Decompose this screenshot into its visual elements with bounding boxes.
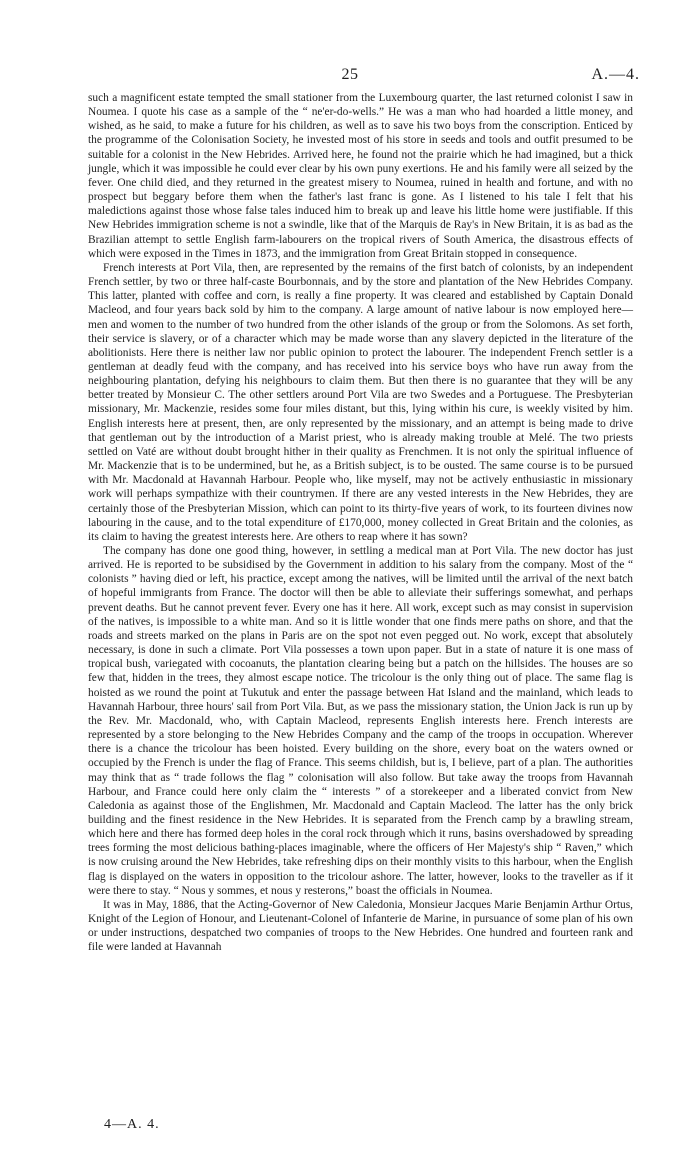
paragraph-continuation: such a magnificent estate tempted the small stationer from the Luxembourg quarter, the last returned colonist I saw in Noumea. I quote his case as a sample of the “ ne'er-do-wells.” He was a man who had hoarded a little money, and wished, as he said, to make a future for his children, as well as to save his two boys from the conscription. Enticed by the programme of the Colonisation Society, he invested most of his store in seeds and tools and outfit presumed to be suitable for a colonist in the New Hebrides. Arrived here, he found not the prairie which he had imagined, but a thick jungle, which it was impossible he could ever clear by his own puny exertions. He and his family were all seized by the fever. One child died, and they returned in the greatest misery to Noumea, ruined in health and fortune, and with no prospect but beggary before them when the father's last franc is gone. As I listened to his tale I felt that his maledictions against those whose false tales induced him to break up and leave his little home were justifiable. If this New Hebrides immigration scheme is not a swindle, like that of the Marquis de Ray's in New Britain, it is as bad as the Brazilian attempt to settle English farm-labourers on the tropical rivers of South America, the disastrous effects of which were exposed in the Times in 1873, and the immigration from Great Britain stopped in consequence. (88, 92, 633, 260)
paragraph-medical-man: The company has done one good thing, however, in settling a medical man at Port Vila. The new doctor has just arrived. He is reported to be subsidised by the Government in addition to his salary from the company. Most of the “ colonists ” having died or left, his practice, except among the natives, will be limited until the arrival of the next batch of hopeful immigrants from France. The doctor will then be able to alleviate their sufferings somewhat, and perhaps prevent deaths. But he cannot prevent fever. Every one has it here. All work, except such as may consist in supervision of the natives, is impossible to a white man. And so it is little wonder that one finds mere paths on shore, and that the roads and streets marked on the plans in Paris are on the spot not even pegged out. No work, except that absolutely necessary, is done in such a climate. Port Vila possesses a town upon paper. But in a state of nature it is one mass of tropical bush, variegated with cocoanuts, the plantation clearing being but a patch on the hillsides. The houses are so few that, hidden in the trees, they almost escape notice. The tricolour is the only thing out of place. The same flag is hoisted as we round the point at Tukutuk and enter the passage between Hat Island and the mainland, which leads to Havannah Harbour, three hours' sail from Port Vila. But, as we pass the missionary station, the Union Jack is run up by the Rev. Mr. Macdonald, who, with Captain Macleod, represents English interests here. French interests are represented by a store belonging to the New Hebrides Company and the camp of the troops in occupation. Wherever there is a chance the tricolour has been hoisted. Every building on the shore, every boat on the waters owned or occupied by the French is under the flag of France. This seems childish, but is, I believe, part of a plan. The authorities may think that as “ trade follows the flag ” colonisation will also follow. But take away the troops from Havannah Harbour, and France could here only claim the “ interests ” of a storekeeper and a liberated convict from New Caledonia as against those of the Englishmen, Mr. Macdonald and Captain Macleod. The latter has the only brick building and the finest residence in the New Hebrides. It is separated from the French camp by a brawling stream, which here and there has formed deep holes in the coral rock through which it runs, basins overshadowed by spreading trees forming the most delicious bathing-places imaginable, where the officers of Her Majesty's ship “ Raven,” which is now cruising around the New Hebrides, take refreshing dips on their monthly visits to this harbour, when the English flag is displayed on the waters in opposition to the tricolour ashore. The latter, however, looks to the traveller as if it were there to stay. “ Nous y sommes, et nous y resterons,” boast the officials in Noumea. (88, 545, 633, 897)
paragraph-french-interests: French interests at Port Vila, then, are represented by the remains of the first batch of colonists, by an independent French settler, by two or three half-caste Bourbonnais, and by the store and plantation of the New Hebrides Company. This latter, planted with coffee and corn, is really a fine property. It was cleared and established by Captain Donald Macleod, and four years back sold by him to the company. A large amount of native labour is now employed here—men and women to the number of two hundred from the other islands of the group or from the Solomons. As set forth, their service is slavery, or of a character which may be made worse than any slavery depicted in the literature of the abolitionists. Here there is neither law nor public opinion to protect the labourer. The independent French settler is a gentleman at deadly feud with the company, and has received into his service boys who have run away from the neighbouring plantation, defying his neighbours to claim them. But then there is no guarantee that they will be any better treated by Monsieur C. The other settlers around Port Vila are two Swedes and a Portuguese. The Presbyterian missionary, Mr. Mackenzie, resides some four miles distant, but this, lying within his cure, is weekly visited by him. English interests here at present, then, are only represented by the missionary, and an attempt is being made to drive that gentleman out by the introduction of a Marist priest, who is already making trouble at Melé. The two priests settled on Vaté are without doubt brought hither in their quality as Frenchmen. It is not only the spiritual influence of Mr. Mackenzie that is to be undermined, but he, as a British subject, is to be ousted. The same course is to be pursued with Mr. Macdonald at Havannah Harbour. People who, like myself, may not be actively enthusiastic in missionary work will perhaps sympathize with their countrymen. If there are any vested interests in the New Hebrides, they are certainly those of the Presbyterian Mission, which can point to its thirty-five years of work, to its fourteen divines now labouring in the cause, and to the total expenditure of £170,000, money collected in Great Britain and the colonies, as its claim to having the greatest interests here. Are others to reap where it has sown? (88, 261, 633, 543)
signature-mark: 4—A. 4. (104, 1117, 160, 1132)
page-number: 25 (341, 66, 359, 83)
paragraph-acting-governor: It was in May, 1886, that the Acting-Governor of New Caledonia, Monsieur Jacques Marie Benjamin Arthur Ortus, Knight of the Legion of Honour, and Lieutenant-Colonel of Infanterie de Marine, in pursuance of some plan of his own or under instructions, despatched two companies of troops to the New Hebrides. One hundred and fourteen rank and file were landed at Havannah (88, 898, 633, 954)
body-text (88, 91, 633, 955)
document-reference: A.—4. (591, 66, 640, 83)
